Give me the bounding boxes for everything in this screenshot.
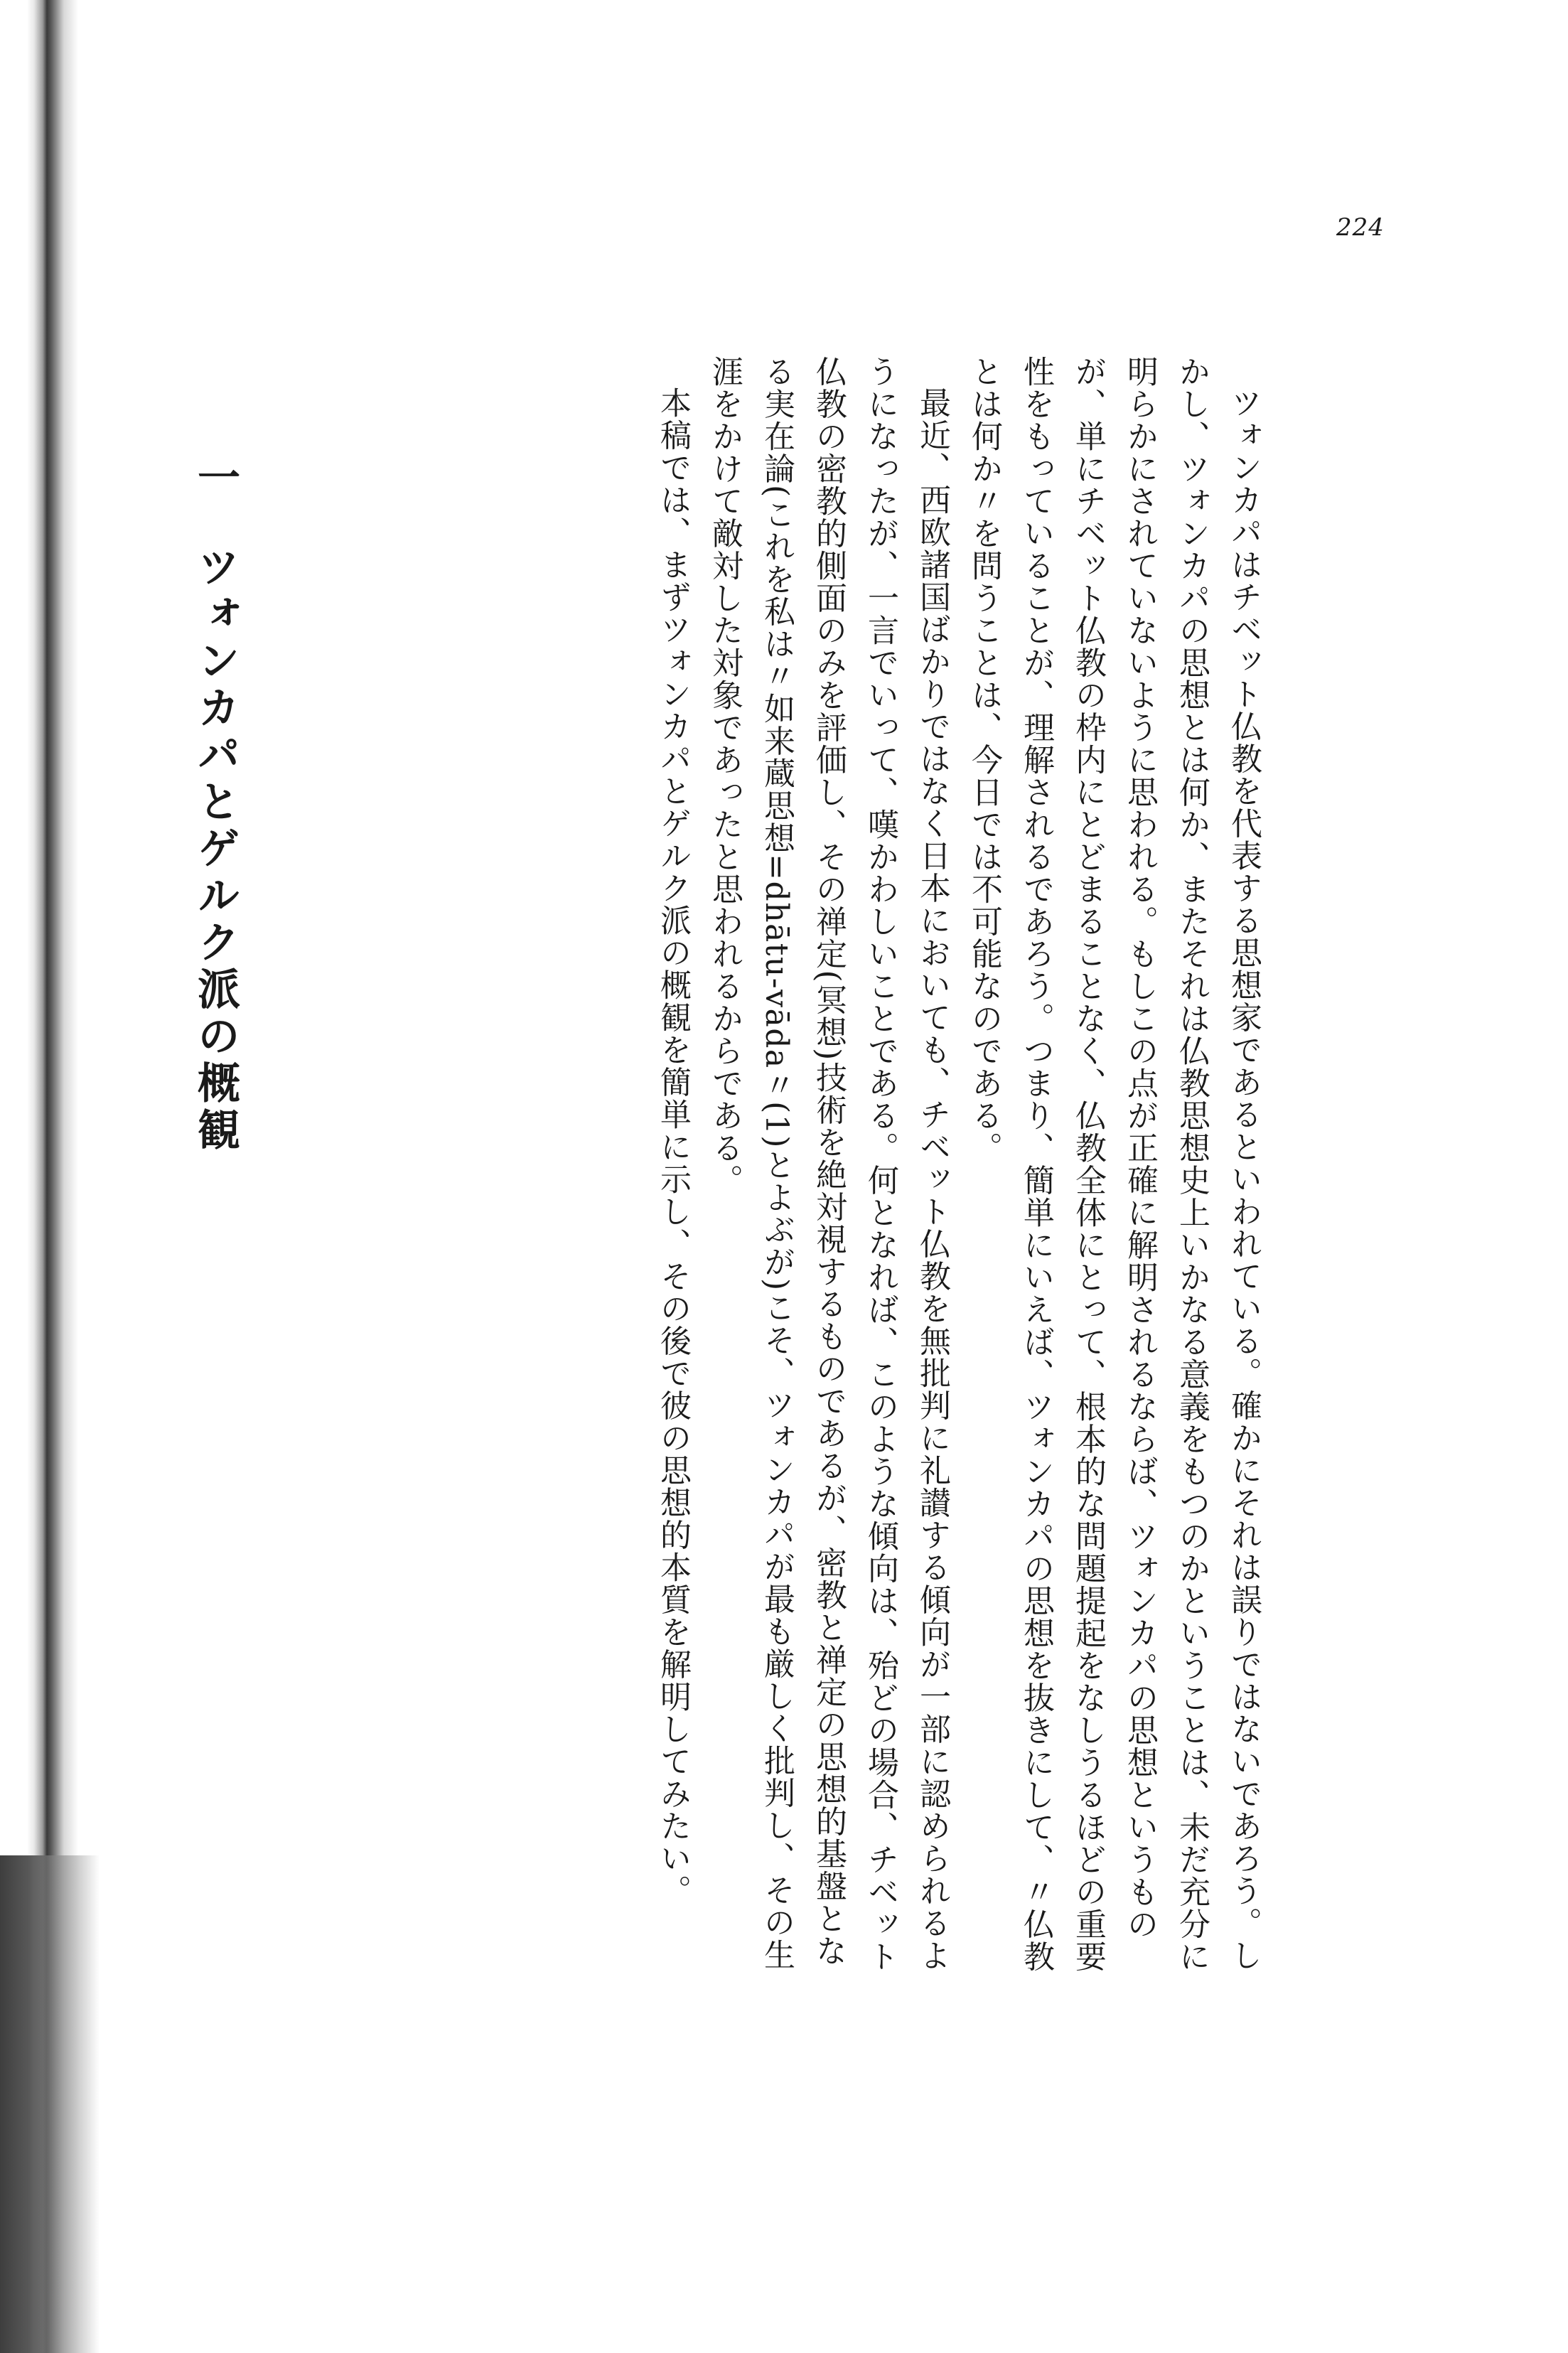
section-number: 一 <box>190 455 240 502</box>
section-heading <box>185 455 246 1450</box>
body-text <box>647 355 1269 1990</box>
paragraph-3: 本稿では、まずツォンカパとゲルク派の概観を簡単に示し、その後で彼の思想的本質を解明してみたい。 <box>655 387 691 1907</box>
paragraph-2: 最近、西欧諸国ばかりではなく日本においても、チベット仏教を無批判に礼讃する傾向が一部に認められるようになったが、一言でいって、嘆かわしいことである。何となれば、このような傾向は、殆どの場合、チベット仏教の密教的側面のみを評価し、その禅定(冥想)技術を絶対視するものであるが、密教と禅定の思想的基盤となる実在論(これを私は〃如来蔵思想=dhātu-vāda〃(1)とよぶが)こそ、ツォンカパが最も厳しく批判し、その生涯をかけて敵対した対象であったと思われるからである。 <box>707 355 950 1973</box>
section-title: ツォンカパとゲルク派の概観 <box>190 545 240 1154</box>
page-number: 224 <box>1336 213 1385 242</box>
scan-spine-shadow-bottom <box>0 1855 100 2353</box>
paragraph-1: ツォンカパはチベット仏教を代表する思想家であるといわれている。確かにそれは誤りではないであろう。しかし、ツォンカパの思想とは何か、またそれは仏教思想史上いかなる意義をもつのかということは、未だ充分に明らかにされていないように思われる。もしこの点が正確に解明されるならば、ツォンカパの思想というものが、単にチベット仏教の枠内にとどまることなく、仏教全体にとって、根本的な問題提起をなしうるほどの重要性をもっていることが、理解されるであろう。つまり、簡単にいえば、ツォンカパの思想を抜きにして、〃仏教とは何か〃を問うことは、今日では不可能なのである。 <box>966 355 1262 1973</box>
